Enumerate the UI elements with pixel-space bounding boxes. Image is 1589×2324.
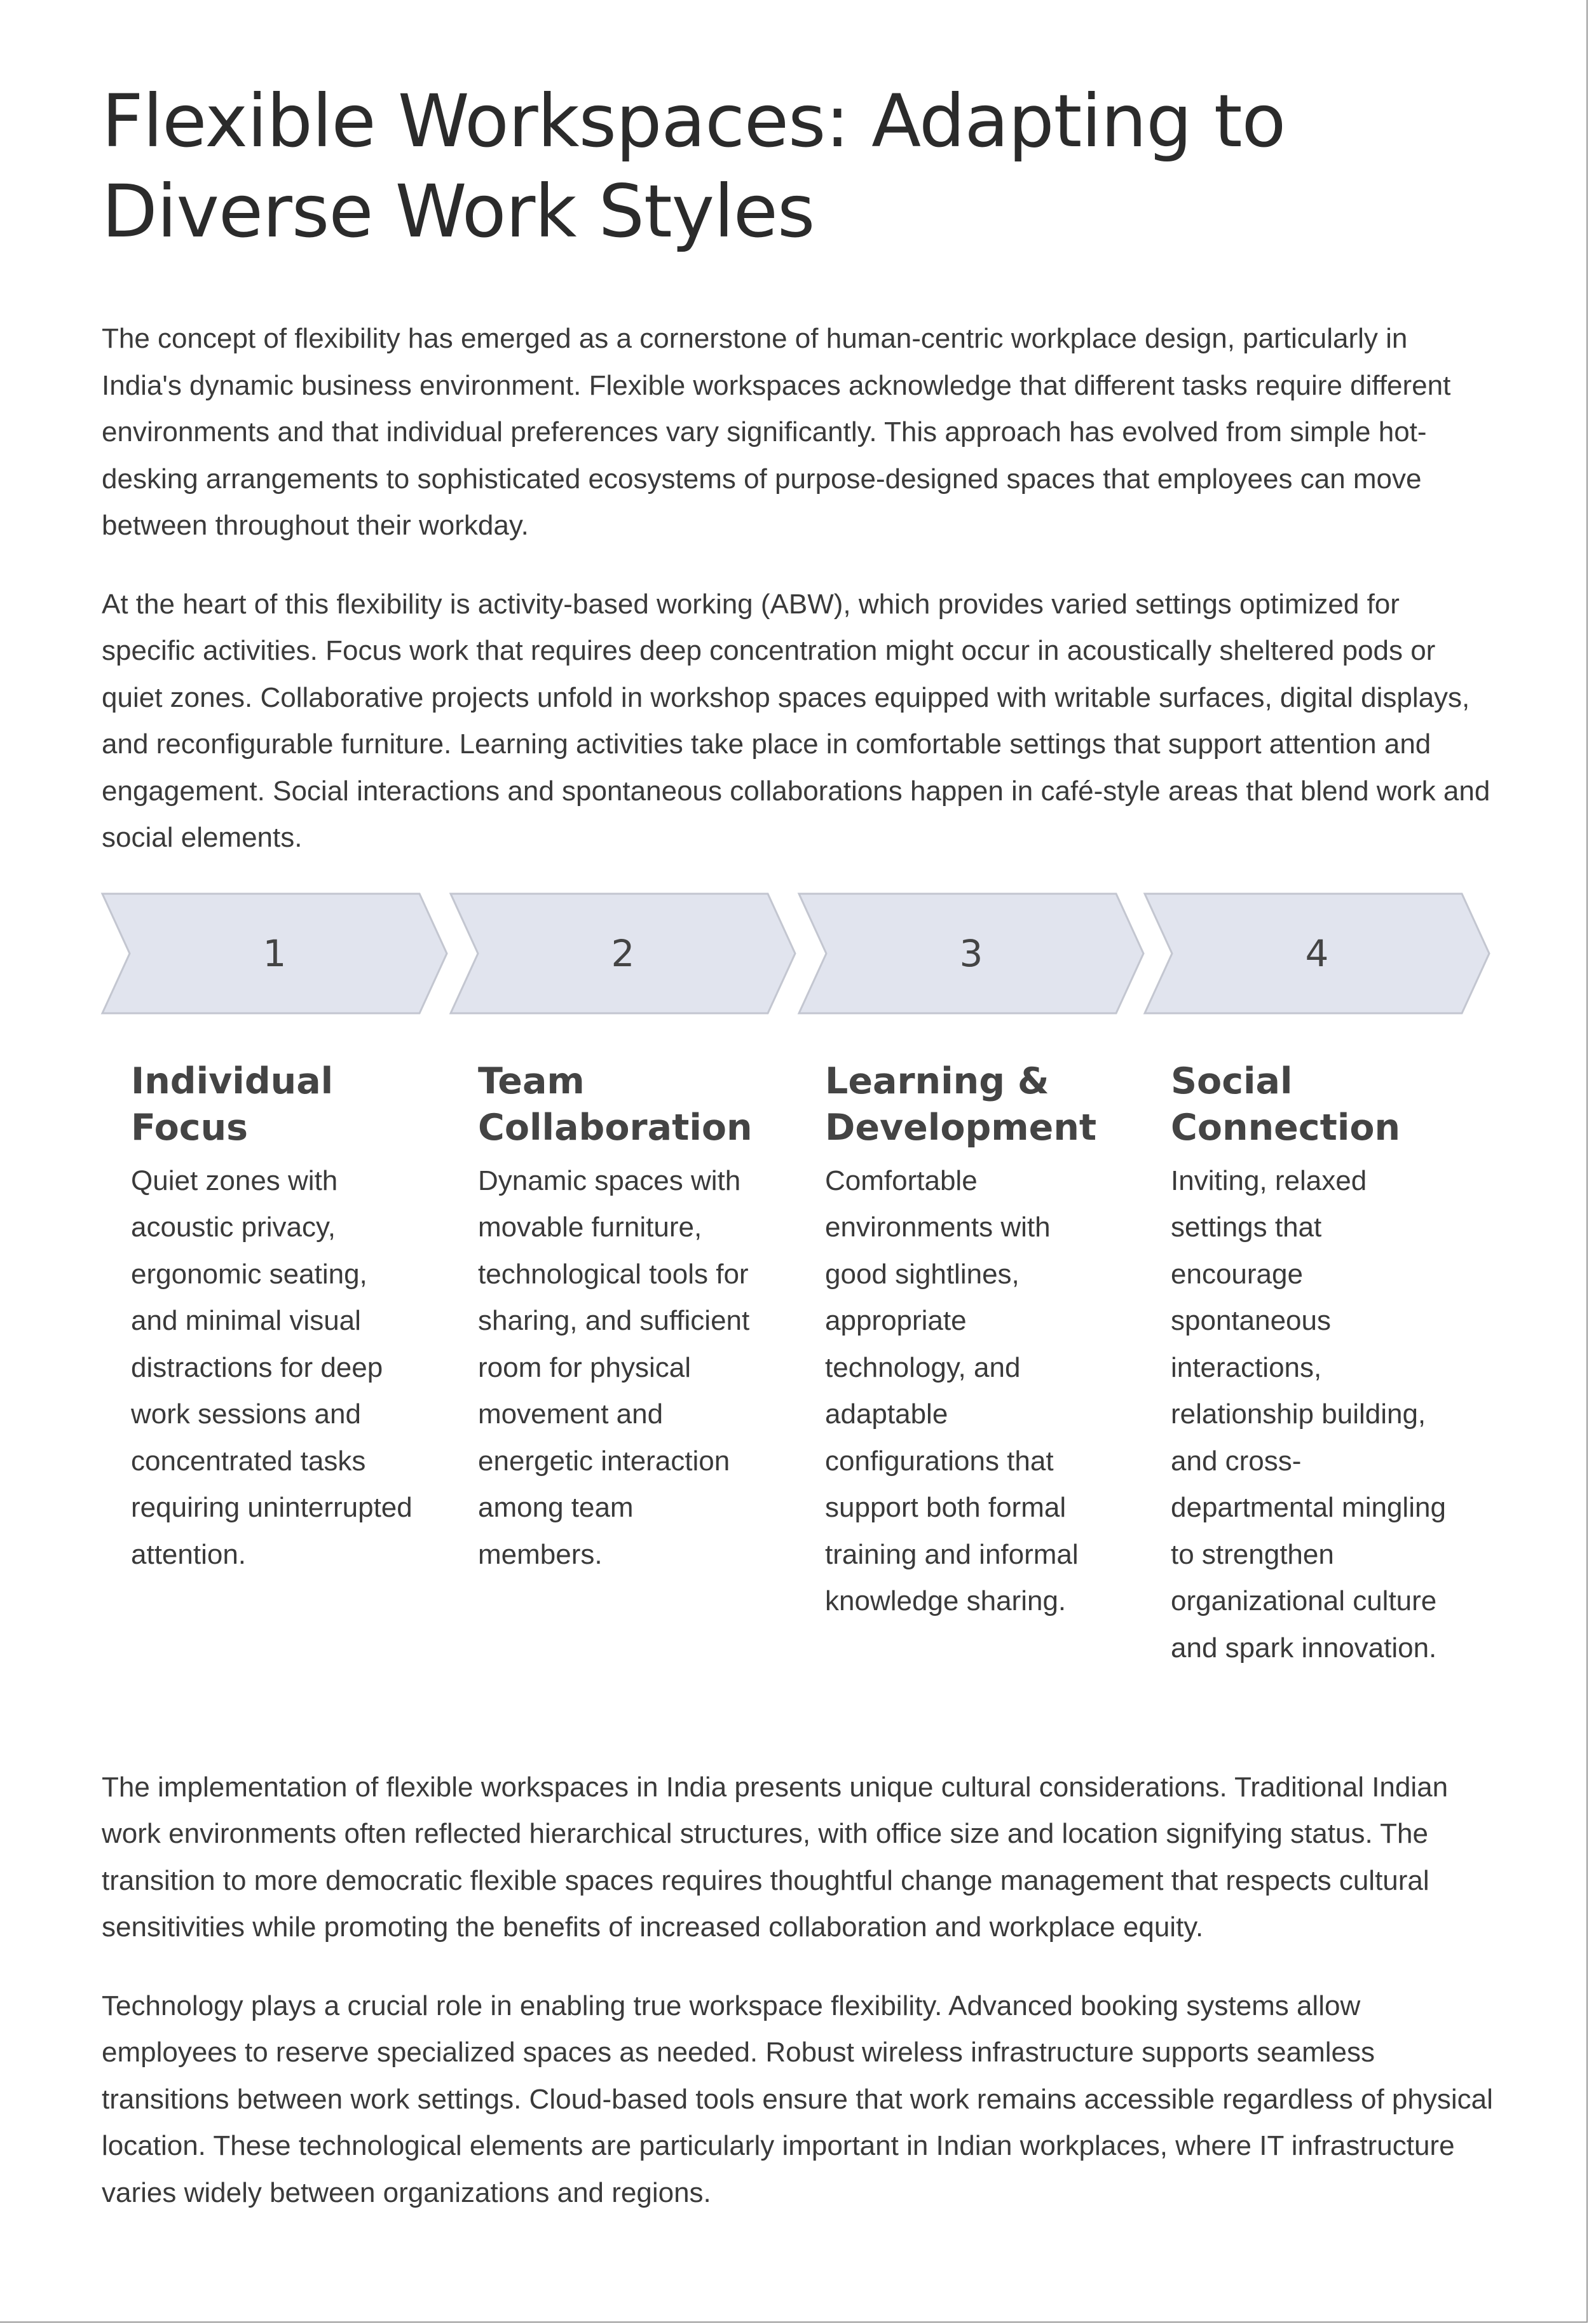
step-number: 3 bbox=[959, 931, 983, 975]
step-chevron-1 bbox=[102, 893, 447, 1014]
step-description: Quiet zones with acoustic privacy, ergonomic seating, and minimal visual distractions for deep work sessions and concentrated tasks requiring uninterrupted attention. bbox=[131, 1165, 413, 1570]
step-columns bbox=[102, 1058, 1494, 1764]
step-column-1 bbox=[131, 1058, 417, 1578]
step-number: 1 bbox=[263, 931, 287, 975]
step-title: Team Collaboration bbox=[478, 1060, 753, 1149]
step-description: Dynamic spaces with movable furniture, technological tools for sharing, and sufficient room for physical movement and energetic interaction among team members. bbox=[478, 1165, 750, 1570]
document-content bbox=[102, 76, 1494, 2248]
step-title: Individual Focus bbox=[131, 1060, 334, 1149]
step-number: 2 bbox=[611, 931, 635, 975]
step-chevron-2 bbox=[450, 893, 796, 1014]
step-chevron-4 bbox=[1144, 893, 1490, 1014]
step-title: Learning & Development bbox=[825, 1060, 1097, 1149]
closing-section bbox=[102, 1764, 1494, 2217]
outro-paragraph-2: Technology plays a crucial role in enabling true workspace flexibility. Advanced booking systems allow employees to reserve specialized spaces as needed. Robust wireless infrastructure supports seamless transitions between work settings. Cloud-based tools ensure that work remains accessible regardless of physical location. These technological elements are particularly important in Indian workplaces, where IT infrastructure varies widely between organizations and regions. bbox=[102, 1990, 1493, 2208]
page-title: Flexible Workspaces: Adapting to Diverse Work Styles bbox=[102, 79, 1286, 254]
step-chevron-3 bbox=[798, 893, 1144, 1014]
process-steps bbox=[102, 893, 1494, 1020]
step-column-3 bbox=[825, 1058, 1111, 1625]
step-description: Inviting, relaxed settings that encourage spontaneous interactions, relationship building, and cross-departmental mingling to strengthen organizational culture and spark innovation. bbox=[1171, 1165, 1446, 1664]
step-title: Social Connection bbox=[1171, 1060, 1401, 1149]
step-column-2 bbox=[478, 1058, 764, 1578]
intro-paragraph-1: The concept of flexibility has emerged as a cornerstone of human-centric workplace design, particularly in India's dynamic business environment. Flexible workspaces acknowledge that different tasks require different environments and that individual preferences vary significantly. This approach has evolved from simple hot-desking arrangements to sophisticated ecosystems of purpose-designed spaces that employees can move between throughout their workday. bbox=[102, 323, 1451, 541]
step-column-4 bbox=[1171, 1058, 1457, 1672]
step-number: 4 bbox=[1305, 931, 1329, 975]
step-description: Comfortable environments with good sightlines, appropriate technology, and adaptable configurations that support both formal training and informal knowledge sharing. bbox=[825, 1165, 1079, 1617]
outro-paragraph-1: The implementation of flexible workspaces in India presents unique cultural considerations. Traditional Indian work environments often reflected hierarchical structures, with office size and location signifying status. The transition to more democratic flexible spaces requires thoughtful change management that respects cultural sensitivities while promoting the benefits of increased collaboration and workplace equity. bbox=[102, 1771, 1449, 1943]
intro-paragraph-2: At the heart of this flexibility is activity-based working (ABW), which provides varied settings optimized for specific activities. Focus work that requires deep concentration might occur in acoustically sheltered pods or quiet zones. Collaborative projects unfold in workshop spaces equipped with writable surfaces, digital displays, and reconfigurable furniture. Learning activities take place in comfortable settings that support attention and engagement. Social interactions and spontaneous collaborations happen in café-style areas that blend work and social elements. bbox=[102, 588, 1490, 853]
